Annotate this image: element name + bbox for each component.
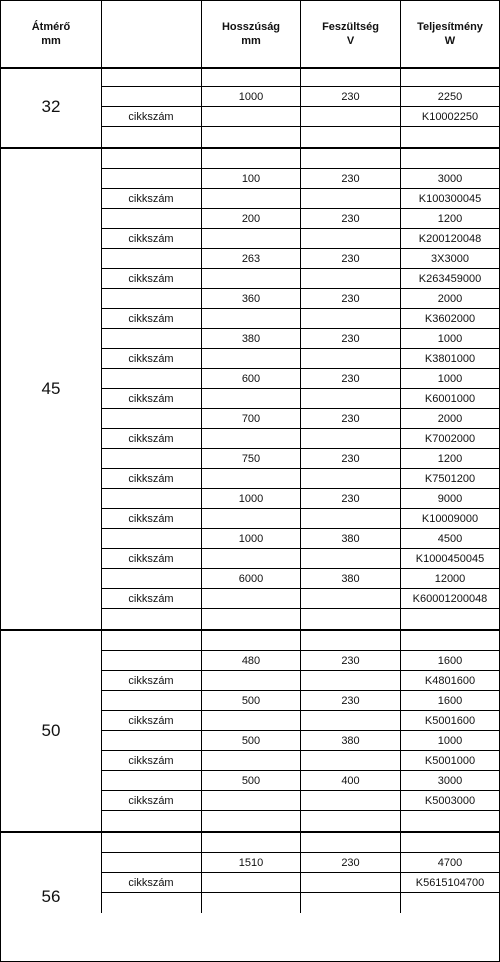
table-row: [101, 149, 499, 169]
power-cell: K7501200: [424, 472, 476, 485]
power-cell: K263459000: [418, 272, 482, 285]
label-cell: cikkszám: [128, 592, 174, 605]
power-cell: 1000: [437, 734, 463, 747]
diameter-section: [1, 67, 499, 149]
length-cell: 6000: [238, 572, 264, 585]
table-row: [101, 631, 499, 651]
voltage-cell: [301, 107, 400, 126]
voltage-cell: 400: [341, 774, 360, 787]
table-row: [101, 833, 499, 853]
label-cell: [101, 529, 201, 548]
voltage-cell: 380: [341, 734, 360, 747]
voltage-cell: [301, 67, 400, 86]
length-cell: [202, 893, 300, 912]
length-cell: [202, 711, 300, 730]
label-cell: cikkszám: [128, 876, 174, 889]
table-row: [101, 469, 499, 489]
power-cell: K5615104700: [415, 876, 485, 889]
label-cell: cikkszám: [128, 714, 174, 727]
label-cell: cikkszám: [128, 352, 174, 365]
length-cell: [202, 67, 300, 86]
table-row: [101, 67, 499, 87]
length-cell: [202, 309, 300, 328]
header-power: Teljesítmény W: [417, 21, 483, 47]
voltage-cell: 230: [341, 856, 360, 869]
length-cell: 1000: [238, 492, 264, 505]
table-row: [101, 249, 499, 269]
table-row: [101, 691, 499, 711]
label-cell: [101, 569, 201, 588]
power-cell: [401, 127, 499, 146]
voltage-cell: [301, 429, 400, 448]
table-row: [101, 209, 499, 229]
length-cell: [202, 429, 300, 448]
length-cell: 480: [241, 654, 261, 667]
voltage-cell: [301, 189, 400, 208]
label-cell: [101, 127, 201, 146]
table-row: [101, 589, 499, 609]
label-cell: [101, 87, 201, 106]
power-cell: K5003000: [424, 794, 476, 807]
power-cell: [401, 833, 499, 852]
voltage-cell: [301, 631, 400, 650]
length-cell: 700: [241, 412, 261, 425]
length-cell: 500: [241, 734, 261, 747]
table-row: [101, 489, 499, 509]
length-cell: 500: [241, 774, 261, 787]
length-cell: [202, 833, 300, 852]
length-cell: [202, 469, 300, 488]
voltage-cell: [301, 309, 400, 328]
label-cell: cikkszám: [128, 272, 174, 285]
table-row: [101, 791, 499, 811]
section-rows: [101, 833, 499, 913]
section-rows: [101, 631, 499, 831]
label-cell: cikkszám: [128, 472, 174, 485]
voltage-cell: [301, 751, 400, 770]
power-cell: 3000: [437, 172, 463, 185]
table-row: [101, 389, 499, 409]
section-rows: [101, 149, 499, 629]
label-cell: [101, 169, 201, 188]
power-cell: 1600: [437, 694, 463, 707]
diameter-value: 56: [41, 887, 61, 906]
power-cell: K5001600: [424, 714, 476, 727]
power-cell: K10009000: [421, 512, 479, 525]
table-row: [101, 127, 499, 147]
table-row: [101, 509, 499, 529]
label-cell: cikkszám: [128, 312, 174, 325]
voltage-cell: 230: [341, 492, 360, 505]
label-cell: [101, 833, 201, 852]
table-header: [1, 1, 499, 69]
length-cell: [202, 107, 300, 126]
table-row: [101, 771, 499, 791]
power-cell: 1600: [437, 654, 463, 667]
power-cell: K60001200048: [412, 592, 488, 605]
power-cell: K7002000: [424, 432, 476, 445]
diameter-section: [1, 631, 499, 833]
length-cell: 500: [241, 694, 261, 707]
label-cell: cikkszám: [128, 512, 174, 525]
label-cell: [101, 289, 201, 308]
length-cell: [202, 149, 300, 168]
voltage-cell: 230: [341, 654, 360, 667]
label-cell: [101, 369, 201, 388]
table-row: [101, 289, 499, 309]
voltage-cell: [301, 609, 400, 628]
label-cell: [101, 149, 201, 168]
diameter-value: 32: [41, 97, 61, 116]
voltage-cell: [301, 791, 400, 810]
length-cell: 1000: [238, 532, 264, 545]
table-row: [101, 169, 499, 189]
power-cell: K4801600: [424, 674, 476, 687]
length-cell: [202, 509, 300, 528]
power-cell: 1200: [437, 212, 463, 225]
power-cell: 1200: [437, 452, 463, 465]
header-divider: [201, 1, 202, 67]
label-cell: cikkszám: [128, 674, 174, 687]
table-row: [101, 529, 499, 549]
table-row: [101, 329, 499, 349]
table-row: [101, 731, 499, 751]
length-cell: 200: [241, 212, 261, 225]
power-cell: [401, 811, 499, 830]
length-cell: [202, 873, 300, 892]
voltage-cell: 230: [341, 332, 360, 345]
table-row: [101, 671, 499, 691]
power-cell: 4700: [437, 856, 463, 869]
length-cell: [202, 229, 300, 248]
voltage-cell: [301, 811, 400, 830]
label-cell: [101, 409, 201, 428]
diameter-section: [1, 833, 499, 961]
table-row: [101, 107, 499, 127]
length-cell: [202, 751, 300, 770]
table-row: [101, 711, 499, 731]
label-cell: cikkszám: [128, 392, 174, 405]
power-cell: [401, 149, 499, 168]
voltage-cell: 230: [341, 452, 360, 465]
label-cell: cikkszám: [128, 794, 174, 807]
voltage-cell: 230: [341, 212, 360, 225]
label-cell: [101, 631, 201, 650]
power-cell: 1000: [437, 332, 463, 345]
label-cell: [101, 651, 201, 670]
diameter-section: [1, 149, 499, 631]
label-cell: cikkszám: [128, 432, 174, 445]
power-cell: K3801000: [424, 352, 476, 365]
table-row: [101, 751, 499, 771]
table-row: [101, 87, 499, 107]
voltage-cell: [301, 893, 400, 912]
voltage-cell: [301, 229, 400, 248]
label-cell: cikkszám: [128, 552, 174, 565]
voltage-cell: 230: [341, 172, 360, 185]
header-divider: [300, 1, 301, 67]
table-row: [101, 811, 499, 831]
label-cell: [101, 449, 201, 468]
length-cell: [202, 349, 300, 368]
length-cell: [202, 811, 300, 830]
power-cell: K6001000: [424, 392, 476, 405]
voltage-cell: 380: [341, 532, 360, 545]
header-divider: [101, 1, 102, 67]
power-cell: 2000: [437, 292, 463, 305]
voltage-cell: 230: [341, 90, 360, 103]
label-cell: cikkszám: [128, 232, 174, 245]
voltage-cell: [301, 509, 400, 528]
length-cell: [202, 127, 300, 146]
label-cell: [101, 209, 201, 228]
label-cell: cikkszám: [128, 110, 174, 123]
length-cell: 1510: [238, 856, 264, 869]
length-cell: [202, 389, 300, 408]
voltage-cell: [301, 549, 400, 568]
voltage-cell: [301, 711, 400, 730]
power-cell: 12000: [434, 572, 466, 585]
voltage-cell: [301, 349, 400, 368]
table-row: [101, 873, 499, 893]
table-row: [101, 569, 499, 589]
label-cell: [101, 489, 201, 508]
power-cell: 2000: [437, 412, 463, 425]
length-cell: [202, 589, 300, 608]
voltage-cell: [301, 833, 400, 852]
power-cell: 2250: [437, 90, 463, 103]
power-cell: 3000: [437, 774, 463, 787]
length-cell: 380: [241, 332, 261, 345]
header-voltage: Feszültség V: [322, 21, 379, 47]
table-row: [101, 349, 499, 369]
label-cell: [101, 609, 201, 628]
label-cell: [101, 771, 201, 790]
length-cell: 1000: [238, 90, 264, 103]
power-cell: K5001000: [424, 754, 476, 767]
length-cell: [202, 631, 300, 650]
label-cell: [101, 691, 201, 710]
power-cell: 9000: [437, 492, 463, 505]
length-cell: [202, 671, 300, 690]
power-cell: [401, 609, 499, 628]
table-row: [101, 449, 499, 469]
diameter-value: 45: [41, 379, 61, 398]
header-divider: [400, 1, 401, 67]
label-cell: [101, 67, 201, 86]
length-cell: [202, 609, 300, 628]
label-cell: cikkszám: [128, 192, 174, 205]
label-cell: [101, 731, 201, 750]
label-cell: [101, 853, 201, 872]
length-cell: 360: [241, 292, 261, 305]
voltage-cell: 230: [341, 412, 360, 425]
table-row: [101, 409, 499, 429]
length-cell: [202, 549, 300, 568]
voltage-cell: 230: [341, 292, 360, 305]
table-row: [101, 189, 499, 209]
length-cell: 263: [241, 252, 261, 265]
voltage-cell: [301, 127, 400, 146]
voltage-cell: 230: [341, 372, 360, 385]
power-cell: [401, 67, 499, 86]
power-cell: [401, 631, 499, 650]
label-cell: [101, 249, 201, 268]
table-row: [101, 369, 499, 389]
table-row: [101, 229, 499, 249]
length-cell: [202, 189, 300, 208]
power-cell: 1000: [437, 372, 463, 385]
voltage-cell: 230: [341, 252, 360, 265]
label-cell: [101, 811, 201, 830]
label-cell: [101, 329, 201, 348]
section-rows: [101, 67, 499, 147]
table-row: [101, 853, 499, 873]
voltage-cell: [301, 149, 400, 168]
table-row: [101, 651, 499, 671]
voltage-cell: 380: [341, 572, 360, 585]
power-cell: K200120048: [418, 232, 482, 245]
voltage-cell: [301, 873, 400, 892]
power-cell: 4500: [437, 532, 463, 545]
voltage-cell: [301, 469, 400, 488]
power-cell: K1000450045: [415, 552, 485, 565]
voltage-cell: 230: [341, 694, 360, 707]
voltage-cell: [301, 589, 400, 608]
table-row: [101, 269, 499, 289]
power-cell: K100300045: [418, 192, 482, 205]
diameter-value: 50: [41, 721, 61, 740]
table-row: [101, 549, 499, 569]
voltage-cell: [301, 269, 400, 288]
table-row: [101, 429, 499, 449]
label-cell: [101, 893, 201, 912]
length-cell: [202, 269, 300, 288]
power-cell: [401, 893, 499, 912]
header-length: Hosszúság mm: [221, 21, 281, 47]
power-cell: K3602000: [424, 312, 476, 325]
voltage-cell: [301, 389, 400, 408]
length-cell: [202, 791, 300, 810]
length-cell: 600: [241, 372, 261, 385]
power-cell: K10002250: [421, 110, 479, 123]
table-row: [101, 893, 499, 913]
header-diameter: Átmérő mm: [31, 21, 71, 47]
length-cell: 100: [241, 172, 261, 185]
table-row: [101, 309, 499, 329]
label-cell: cikkszám: [128, 754, 174, 767]
table-row: [101, 609, 499, 629]
voltage-cell: [301, 671, 400, 690]
length-cell: 750: [241, 452, 261, 465]
power-cell: 3X3000: [431, 252, 469, 265]
